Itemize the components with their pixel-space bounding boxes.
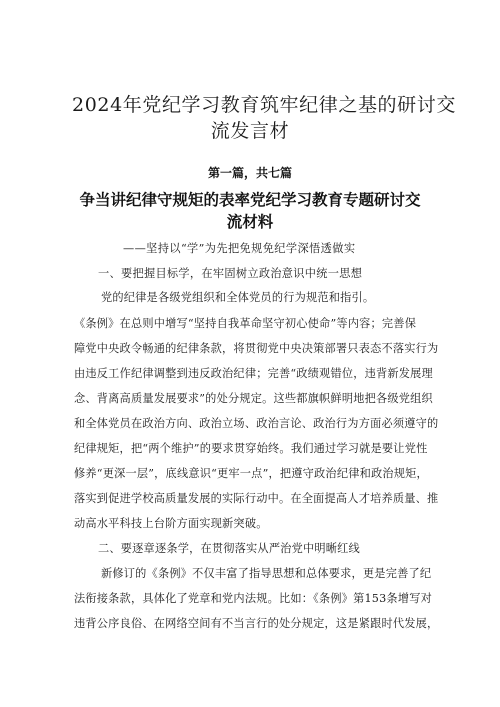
document-title-line-2: 流发言材 xyxy=(210,120,290,142)
paragraph-line: 法衔接条款，具体化了党章和党内法规。比如：《条例》第153条增写对 xyxy=(74,592,432,605)
paragraph-line: 和全体党员在政治方向、政治立场、政治言论、政治行为方面必须遵守的 xyxy=(74,417,439,430)
paragraph-line: 《条例》在总则中增写“坚持自我革命坚守初心使命”等内容；完善保 xyxy=(74,317,417,330)
paragraph-line: 由违反工作纪律调整到违反政治纪律；完善“政绩观错位，违背新发展理 xyxy=(74,367,433,380)
paragraph-line: 违背公序良俗、在网络空间有不当言行的处分规定，这是紧跟时代发展， xyxy=(74,617,439,630)
subtitle-line-2: 流材料 xyxy=(226,213,274,231)
paragraph-line: 修养“更深一层”，底线意识“更牢一点”，把遵守政治纪律和政治规矩， xyxy=(74,467,428,480)
document-title-line-1: 2024年党纪学习教育筑牢纪律之基的研讨交 xyxy=(72,94,456,116)
section-label: 第一篇，共七篇 xyxy=(207,166,292,180)
paragraph-line: 动高水平科技上台阶方面实现新突破。 xyxy=(74,517,268,530)
heading-1: 一、要把握目标学，在牢固树立政治意识中统一思想 xyxy=(98,267,363,280)
paragraph-line: 念、背离高质量发展要求”的处分规定。这些都旗帜鲜明地把各级党组织 xyxy=(74,392,433,405)
heading-2: 二、要逐章逐条学，在贯彻落实从严治党中明晰红线 xyxy=(98,542,360,555)
paragraph-line: 纪律规矩，把“两个维护”的要求贯穿始终。我们通过学习就是要让党性 xyxy=(74,442,428,455)
paragraph-line: 落实到促进学校高质量发展的实际行动中。在全面提高人才培养质量、推 xyxy=(74,492,439,505)
subtitle-line-1: 争当讲纪律守规矩的表率党纪学习教育专题研讨交 xyxy=(79,191,421,209)
paragraph-line: 党的纪律是各级党组织和全体党员的行为规范和指引。 xyxy=(101,291,375,304)
paragraph-line: 障党中央政令畅通的纪律条款，将贯彻党中央决策部署只表态不落实行为 xyxy=(74,342,439,355)
tagline: ——坚持以“学”为先把免规免纪学深悟透做实 xyxy=(123,242,356,255)
paragraph-line: 新修订的《条例》不仅丰富了指导思想和总体要求，更是完善了纪 xyxy=(101,567,432,580)
